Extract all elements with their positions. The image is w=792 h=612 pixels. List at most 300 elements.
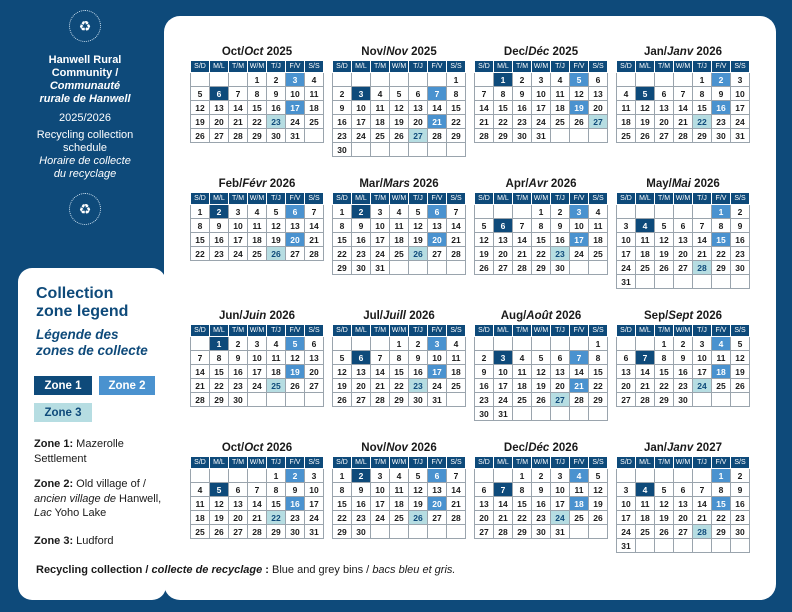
- day-header: F/V: [570, 61, 589, 73]
- day-cell: 3: [693, 337, 712, 351]
- day-cell: 7: [447, 205, 466, 219]
- day-cell: 18: [636, 247, 655, 261]
- empty-cell: [570, 337, 589, 351]
- day-cell: 13: [551, 365, 570, 379]
- day-cell: 26: [267, 247, 286, 261]
- day-cell: 22: [191, 247, 210, 261]
- day-cell: 30: [352, 261, 371, 275]
- day-header: T/J: [267, 457, 286, 469]
- day-cell: 1: [390, 337, 409, 351]
- empty-cell: [589, 525, 608, 539]
- empty-cell: [286, 393, 305, 407]
- day-cell: 1: [693, 73, 712, 87]
- day-cell: 30: [731, 525, 750, 539]
- day-cell: 17: [428, 365, 447, 379]
- month-calendar: [190, 309, 324, 407]
- day-cell: 28: [570, 393, 589, 407]
- day-header: T/M: [513, 457, 532, 469]
- empty-cell: [551, 407, 570, 421]
- day-cell: 5: [409, 469, 428, 483]
- day-cell: 18: [636, 511, 655, 525]
- day-cell: 24: [551, 511, 570, 525]
- day-header: S/S: [447, 457, 466, 469]
- day-header: M/L: [210, 61, 229, 73]
- day-cell: 3: [229, 205, 248, 219]
- day-cell: 10: [248, 351, 267, 365]
- day-cell: 24: [371, 511, 390, 525]
- day-cell: 11: [712, 351, 731, 365]
- day-cell: 31: [494, 407, 513, 421]
- day-header: M/L: [636, 325, 655, 337]
- day-cell: 13: [589, 87, 608, 101]
- day-cell: 19: [210, 511, 229, 525]
- day-cell: 8: [712, 219, 731, 233]
- month-title: Dec/Déc 2026: [503, 442, 579, 454]
- empty-cell: [570, 525, 589, 539]
- day-cell: 14: [674, 101, 693, 115]
- day-cell: 29: [390, 393, 409, 407]
- month-calendar: [190, 441, 324, 539]
- day-cell: 25: [305, 115, 324, 129]
- day-header: S/S: [305, 61, 324, 73]
- day-cell: 5: [409, 205, 428, 219]
- empty-cell: [655, 275, 674, 289]
- day-header: M/L: [494, 193, 513, 205]
- day-header: S/S: [447, 193, 466, 205]
- empty-cell: [390, 525, 409, 539]
- day-cell: 9: [731, 483, 750, 497]
- empty-cell: [636, 337, 655, 351]
- day-cell: 17: [532, 101, 551, 115]
- day-cell: 22: [390, 379, 409, 393]
- day-header: M/L: [210, 193, 229, 205]
- day-header: S/D: [475, 457, 494, 469]
- day-cell: 7: [229, 87, 248, 101]
- month-calendar: [616, 177, 750, 289]
- day-cell: 6: [589, 73, 608, 87]
- day-cell: 13: [674, 497, 693, 511]
- day-header: F/V: [712, 61, 731, 73]
- day-cell: 9: [267, 87, 286, 101]
- empty-cell: [731, 393, 750, 407]
- day-header: W/M: [248, 193, 267, 205]
- day-cell: 20: [475, 511, 494, 525]
- day-header: S/S: [589, 325, 608, 337]
- day-cell: 9: [712, 87, 731, 101]
- day-cell: 11: [390, 483, 409, 497]
- day-cell: 7: [693, 219, 712, 233]
- empty-cell: [409, 73, 428, 87]
- day-cell: 31: [305, 525, 324, 539]
- day-cell: 10: [617, 233, 636, 247]
- empty-cell: [475, 337, 494, 351]
- day-cell: 7: [570, 351, 589, 365]
- day-cell: 20: [617, 379, 636, 393]
- day-header: M/L: [210, 457, 229, 469]
- empty-cell: [655, 73, 674, 87]
- day-cell: 26: [589, 511, 608, 525]
- day-header: T/M: [371, 325, 390, 337]
- empty-cell: [570, 407, 589, 421]
- day-cell: 31: [428, 393, 447, 407]
- day-cell: 10: [551, 483, 570, 497]
- day-cell: 29: [333, 525, 352, 539]
- empty-cell: [636, 275, 655, 289]
- month-title: Apr/Avr 2026: [505, 178, 577, 190]
- empty-cell: [731, 539, 750, 553]
- day-cell: 7: [191, 351, 210, 365]
- day-header: T/J: [409, 325, 428, 337]
- day-cell: 15: [693, 101, 712, 115]
- day-cell: 9: [674, 351, 693, 365]
- day-cell: 18: [589, 233, 608, 247]
- day-cell: 7: [428, 87, 447, 101]
- day-cell: 23: [210, 247, 229, 261]
- day-cell: 6: [229, 483, 248, 497]
- day-header: S/D: [475, 325, 494, 337]
- empty-cell: [494, 469, 513, 483]
- day-cell: 23: [532, 511, 551, 525]
- day-cell: 30: [229, 393, 248, 407]
- day-header: T/M: [229, 325, 248, 337]
- day-cell: 2: [551, 205, 570, 219]
- day-cell: 18: [712, 365, 731, 379]
- day-cell: 21: [447, 233, 466, 247]
- month-grid-table: [616, 456, 750, 553]
- day-header: S/S: [731, 325, 750, 337]
- day-cell: 2: [513, 73, 532, 87]
- day-cell: 23: [475, 393, 494, 407]
- day-cell: 8: [333, 219, 352, 233]
- day-cell: 6: [494, 219, 513, 233]
- day-header: W/M: [248, 457, 267, 469]
- day-cell: 8: [655, 351, 674, 365]
- day-cell: 26: [532, 393, 551, 407]
- month-calendar: [190, 45, 324, 143]
- day-cell: 1: [333, 205, 352, 219]
- day-cell: 25: [712, 379, 731, 393]
- day-cell: 23: [674, 379, 693, 393]
- day-cell: 29: [447, 129, 466, 143]
- empty-cell: [305, 393, 324, 407]
- day-cell: 9: [352, 483, 371, 497]
- day-cell: 21: [229, 115, 248, 129]
- empty-cell: [532, 337, 551, 351]
- day-cell: 25: [636, 261, 655, 275]
- day-cell: 5: [589, 469, 608, 483]
- month-grid-table: [474, 456, 608, 539]
- empty-cell: [513, 205, 532, 219]
- empty-cell: [570, 261, 589, 275]
- day-cell: 3: [494, 351, 513, 365]
- day-header: M/L: [494, 457, 513, 469]
- month-grid-table: [474, 192, 608, 275]
- empty-cell: [636, 73, 655, 87]
- month-grid-table: [616, 60, 750, 143]
- day-cell: 18: [513, 379, 532, 393]
- day-cell: 7: [513, 219, 532, 233]
- day-cell: 13: [428, 219, 447, 233]
- day-cell: 14: [191, 365, 210, 379]
- day-cell: 20: [655, 115, 674, 129]
- day-cell: 19: [333, 379, 352, 393]
- day-cell: 17: [731, 101, 750, 115]
- day-cell: 10: [617, 497, 636, 511]
- day-cell: 12: [267, 219, 286, 233]
- day-cell: 8: [693, 87, 712, 101]
- month-grid-table: [616, 324, 750, 407]
- day-cell: 23: [229, 379, 248, 393]
- day-cell: 21: [693, 511, 712, 525]
- day-cell: 21: [191, 379, 210, 393]
- day-cell: 24: [494, 393, 513, 407]
- day-header: T/M: [371, 193, 390, 205]
- day-cell: 17: [229, 233, 248, 247]
- empty-cell: [589, 407, 608, 421]
- day-cell: 21: [371, 379, 390, 393]
- day-cell: 15: [655, 365, 674, 379]
- month-grid-table: [190, 60, 324, 143]
- day-cell: 2: [731, 205, 750, 219]
- day-cell: 29: [532, 261, 551, 275]
- day-header: S/D: [191, 61, 210, 73]
- month-title: May/Mai 2026: [646, 178, 720, 190]
- day-header: M/L: [352, 325, 371, 337]
- empty-cell: [674, 275, 693, 289]
- day-cell: 2: [475, 351, 494, 365]
- day-cell: 27: [305, 379, 324, 393]
- day-cell: 23: [352, 511, 371, 525]
- day-header: W/M: [390, 325, 409, 337]
- empty-cell: [693, 275, 712, 289]
- day-cell: 12: [731, 351, 750, 365]
- day-cell: 25: [570, 511, 589, 525]
- day-header: T/J: [267, 325, 286, 337]
- day-cell: 29: [693, 129, 712, 143]
- day-header: M/L: [352, 193, 371, 205]
- day-cell: 27: [494, 261, 513, 275]
- day-cell: 25: [551, 115, 570, 129]
- day-cell: 10: [494, 365, 513, 379]
- day-cell: 24: [305, 511, 324, 525]
- day-cell: 21: [475, 115, 494, 129]
- day-cell: 14: [570, 365, 589, 379]
- day-cell: 5: [267, 205, 286, 219]
- day-cell: 22: [589, 379, 608, 393]
- day-cell: 1: [447, 73, 466, 87]
- empty-cell: [210, 73, 229, 87]
- empty-cell: [305, 129, 324, 143]
- day-cell: 22: [513, 511, 532, 525]
- day-cell: 8: [447, 87, 466, 101]
- day-cell: 28: [447, 511, 466, 525]
- day-header: S/D: [475, 61, 494, 73]
- empty-cell: [371, 73, 390, 87]
- day-header: T/J: [409, 193, 428, 205]
- empty-cell: [617, 73, 636, 87]
- day-cell: 1: [655, 337, 674, 351]
- day-cell: 16: [731, 233, 750, 247]
- day-header: T/M: [371, 457, 390, 469]
- empty-cell: [674, 539, 693, 553]
- month-grid-table: [332, 192, 466, 275]
- empty-cell: [409, 525, 428, 539]
- day-header: T/J: [409, 457, 428, 469]
- day-header: T/M: [655, 457, 674, 469]
- day-cell: 24: [570, 247, 589, 261]
- day-header: S/D: [191, 325, 210, 337]
- day-cell: 26: [655, 261, 674, 275]
- day-cell: 21: [570, 379, 589, 393]
- day-cell: 6: [475, 483, 494, 497]
- month-grid-table: [616, 192, 750, 289]
- day-cell: 4: [636, 219, 655, 233]
- day-cell: 2: [352, 469, 371, 483]
- schedule-year: 2025/2026: [59, 112, 111, 124]
- day-header: S/S: [447, 61, 466, 73]
- day-cell: 7: [248, 483, 267, 497]
- day-header: S/S: [731, 457, 750, 469]
- day-cell: 30: [409, 393, 428, 407]
- day-header: S/S: [305, 457, 324, 469]
- day-cell: 16: [731, 497, 750, 511]
- month-grid-table: [332, 60, 466, 157]
- day-cell: 28: [447, 247, 466, 261]
- day-header: M/L: [352, 457, 371, 469]
- day-header: M/L: [636, 61, 655, 73]
- month-calendar: [332, 309, 466, 407]
- day-cell: 11: [636, 497, 655, 511]
- day-cell: 2: [674, 337, 693, 351]
- day-cell: 17: [371, 233, 390, 247]
- day-cell: 8: [267, 483, 286, 497]
- day-header: M/L: [636, 193, 655, 205]
- day-cell: 13: [229, 497, 248, 511]
- day-cell: 6: [210, 87, 229, 101]
- day-cell: 22: [333, 511, 352, 525]
- month-title: Oct/Oct 2026: [221, 442, 293, 454]
- day-cell: 6: [428, 469, 447, 483]
- day-header: S/D: [333, 457, 352, 469]
- empty-cell: [447, 525, 466, 539]
- day-cell: 16: [229, 365, 248, 379]
- day-cell: 1: [191, 205, 210, 219]
- day-cell: 27: [551, 393, 570, 407]
- day-cell: 22: [693, 115, 712, 129]
- day-cell: 12: [210, 497, 229, 511]
- day-cell: 12: [655, 497, 674, 511]
- day-cell: 24: [352, 129, 371, 143]
- day-cell: 30: [674, 393, 693, 407]
- day-cell: 26: [333, 393, 352, 407]
- zone-2-badge: Zone 2: [99, 376, 155, 395]
- empty-cell: [513, 337, 532, 351]
- empty-cell: [674, 73, 693, 87]
- empty-cell: [693, 539, 712, 553]
- day-cell: 13: [409, 101, 428, 115]
- day-cell: 22: [712, 247, 731, 261]
- day-cell: 23: [267, 115, 286, 129]
- day-cell: 16: [513, 101, 532, 115]
- day-cell: 4: [617, 87, 636, 101]
- day-cell: 16: [409, 365, 428, 379]
- day-cell: 3: [551, 469, 570, 483]
- day-cell: 30: [352, 525, 371, 539]
- day-cell: 16: [475, 379, 494, 393]
- day-cell: 21: [674, 115, 693, 129]
- day-cell: 8: [191, 219, 210, 233]
- day-cell: 10: [428, 351, 447, 365]
- day-cell: 29: [712, 261, 731, 275]
- day-cell: 4: [390, 469, 409, 483]
- day-cell: 5: [731, 337, 750, 351]
- day-cell: 12: [409, 483, 428, 497]
- empty-cell: [693, 205, 712, 219]
- day-header: S/D: [617, 457, 636, 469]
- day-cell: 22: [267, 511, 286, 525]
- day-cell: 3: [532, 73, 551, 87]
- day-cell: 24: [428, 379, 447, 393]
- empty-cell: [475, 73, 494, 87]
- day-cell: 30: [267, 129, 286, 143]
- day-header: S/D: [475, 193, 494, 205]
- schedule-title: Recycling collection schedule: [36, 129, 134, 154]
- day-header: F/V: [286, 457, 305, 469]
- day-cell: 15: [447, 101, 466, 115]
- day-cell: 8: [210, 351, 229, 365]
- day-header: S/D: [333, 61, 352, 73]
- day-cell: 5: [333, 351, 352, 365]
- day-cell: 10: [731, 87, 750, 101]
- day-cell: 4: [551, 73, 570, 87]
- day-cell: 17: [693, 365, 712, 379]
- day-cell: 21: [513, 247, 532, 261]
- day-cell: 14: [229, 101, 248, 115]
- empty-cell: [333, 73, 352, 87]
- day-cell: 16: [210, 233, 229, 247]
- day-cell: 17: [352, 115, 371, 129]
- day-cell: 21: [494, 511, 513, 525]
- day-cell: 8: [333, 483, 352, 497]
- empty-cell: [532, 407, 551, 421]
- day-cell: 7: [674, 87, 693, 101]
- day-cell: 13: [210, 101, 229, 115]
- day-cell: 28: [674, 129, 693, 143]
- day-cell: 6: [305, 337, 324, 351]
- day-cell: 8: [589, 351, 608, 365]
- empty-cell: [191, 469, 210, 483]
- empty-cell: [589, 129, 608, 143]
- day-cell: 25: [390, 247, 409, 261]
- day-header: S/D: [333, 193, 352, 205]
- day-cell: 11: [267, 351, 286, 365]
- day-cell: 22: [248, 115, 267, 129]
- day-header: F/V: [286, 325, 305, 337]
- day-cell: 22: [447, 115, 466, 129]
- day-cell: 20: [229, 511, 248, 525]
- day-cell: 8: [513, 483, 532, 497]
- day-cell: 28: [305, 247, 324, 261]
- day-header: F/V: [428, 325, 447, 337]
- empty-cell: [428, 143, 447, 157]
- day-cell: 9: [731, 219, 750, 233]
- day-cell: 6: [674, 219, 693, 233]
- day-cell: 4: [712, 337, 731, 351]
- day-cell: 29: [494, 129, 513, 143]
- day-cell: 18: [371, 115, 390, 129]
- day-cell: 5: [191, 87, 210, 101]
- day-cell: 18: [305, 101, 324, 115]
